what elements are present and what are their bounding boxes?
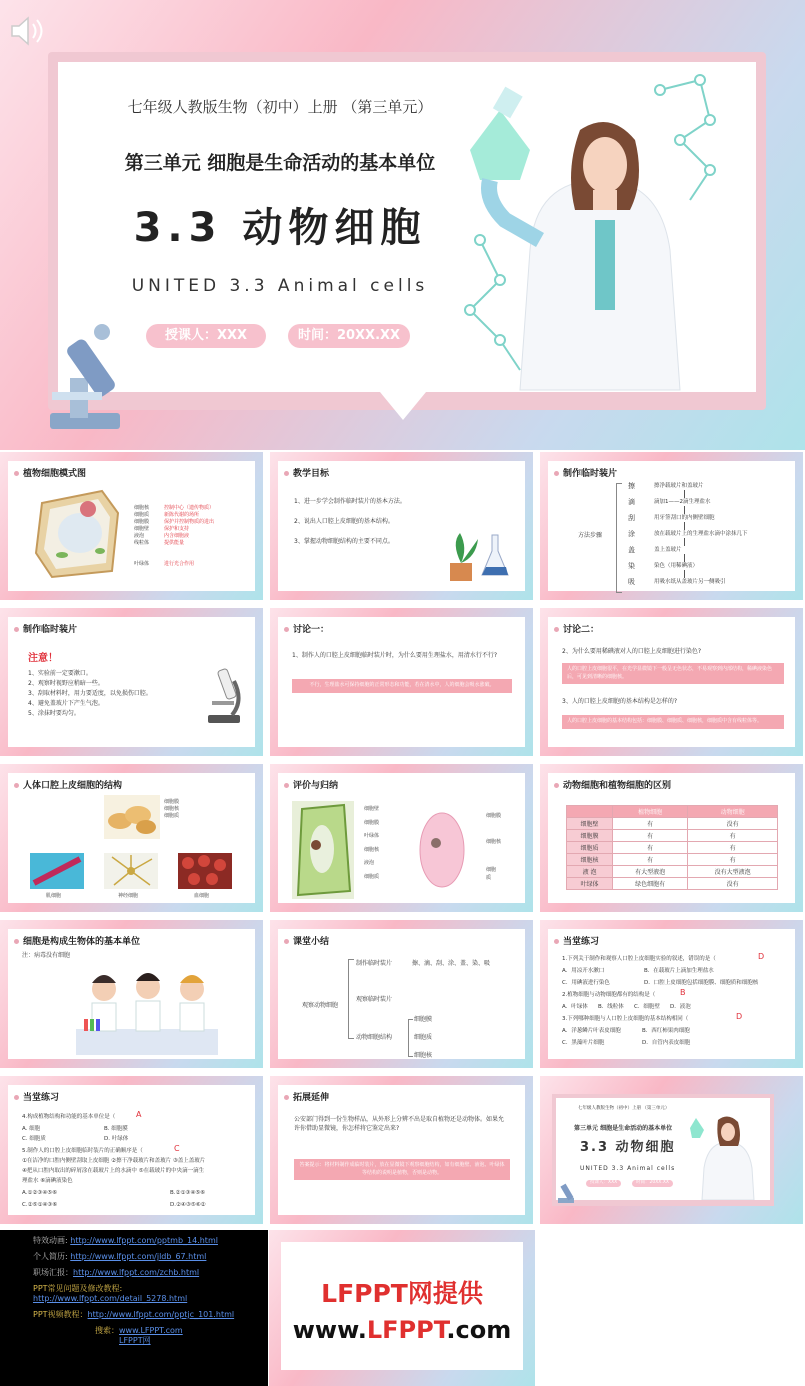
cell-part-note: 新陈代谢的场所 — [164, 512, 200, 518]
slide-title: 细胞是构成生物体的基本单位 — [14, 934, 140, 947]
table-cell: 有 — [613, 854, 688, 866]
objective-item: 1、进一步学会制作临时装片的基本方法。 — [294, 498, 406, 505]
exercise-line: A．叶绿体 — [562, 1004, 588, 1010]
cell-part-label: 细胞壁 — [134, 526, 150, 532]
answer-box: 人的口腔上皮细胞的基本结构包括：细胞膜、细胞质、细胞核，细胞质中含有线粒体等。 — [562, 715, 784, 729]
table-cell: 没有 — [688, 818, 778, 830]
slide-title: 制作临时装片 — [14, 622, 77, 635]
exercise-line: D．液泡 — [670, 1004, 691, 1010]
table-cell: 细胞膜 — [567, 830, 613, 842]
bracket — [616, 483, 622, 593]
slide-objectives[interactable] — [270, 452, 533, 600]
cell-part-note: 保护和支持 — [164, 526, 190, 532]
step-desc: 擦净载玻片和盖玻片 — [654, 483, 704, 489]
lab-plant-illustration — [446, 523, 516, 583]
site-name-link[interactable]: LFPPT网 — [119, 1336, 151, 1345]
link-label: PPT常见问题及修改教程: — [33, 1284, 123, 1293]
table-cell: 动物细胞 — [688, 806, 778, 818]
table-row — [567, 854, 778, 866]
answer-mark: D — [758, 952, 765, 961]
plant-cell-notes — [164, 505, 214, 568]
banner-headline: LFPPT网提供 — [321, 1279, 483, 1308]
step-verb: 滴 — [628, 498, 635, 506]
method-label: 方法步骤 — [578, 532, 603, 539]
bracket — [408, 1019, 413, 1057]
exercise-line: A.①②③④⑤⑥ — [22, 1190, 57, 1196]
exercise-line: 理盐水 ⑥滴碘液染色 — [22, 1178, 73, 1184]
step-verb: 涂 — [628, 530, 635, 538]
cell-part-label: 线粒体 — [134, 540, 150, 546]
search-label: 搜索： — [95, 1326, 119, 1335]
question: 3、人的口腔上皮细胞的基本结构是怎样的? — [562, 698, 678, 705]
link-url[interactable]: http://www.lfppt.com/pptjc_101.html — [87, 1310, 235, 1319]
slide-steps[interactable] — [540, 452, 803, 600]
plant-cell-diagram — [32, 483, 122, 579]
question: 1、制作人的口腔上皮细胞临时装片时，为什么要用生理盐水，用清水行不行? — [292, 652, 498, 659]
exercise-line: D.②④③⑤⑥② — [170, 1202, 206, 1208]
links-panel — [0, 1230, 268, 1386]
slide-discussion-2[interactable] — [540, 608, 803, 756]
animal-label: 细胞核 — [486, 839, 502, 845]
answer-box: 不行，生理盐水可保持细胞的正常形态和功能，若在清水中，人的细胞会吸水涨破。 — [292, 679, 512, 693]
exercise-line: A．用凉开水漱口 — [562, 968, 605, 974]
note-item: 4、避免盖玻片下产生气泡。 — [28, 700, 104, 707]
mini-microscope-illustration — [556, 1180, 578, 1204]
note-item: 5、涂抹时要均匀。 — [28, 710, 80, 717]
step-arrow-icon — [684, 506, 685, 514]
mini-subtitle: 七年级人教版生物（初中）上册 （第三单元） — [578, 1106, 670, 1111]
slide-title: 讨论一： — [284, 622, 329, 635]
exercise-line: B. 细胞膜 — [104, 1126, 128, 1132]
attention-label: 注意！ — [28, 653, 58, 664]
exercise-line: D．自管内表皮细胞 — [642, 1040, 691, 1046]
step-desc: 用牙签刮口的内侧壁细胞 — [654, 515, 715, 521]
step-arrow-icon — [684, 570, 685, 578]
exercise-line: C．黑藻叶片细胞 — [562, 1040, 605, 1046]
step-arrow-icon — [684, 522, 685, 530]
table-cell: 有 — [688, 830, 778, 842]
step-desc: 盖上盖玻片 — [654, 547, 682, 553]
banner-url: www.LFPPT.com — [292, 1316, 512, 1344]
mini-time: 时间：20XX.XX — [632, 1180, 673, 1187]
table-row — [567, 878, 778, 890]
slide-oral-cell[interactable] — [0, 764, 263, 912]
slide-exercise-2[interactable] — [0, 1076, 263, 1224]
image-caption: 神经细胞 — [118, 893, 139, 899]
step-arrow-icon — [684, 554, 685, 562]
exercise-line: C．细胞壁 — [634, 1004, 660, 1010]
cell-part-label: 叶绿体 — [134, 561, 150, 567]
cell-part-note: 内含细胞液 — [164, 533, 190, 539]
step-arrow-icon — [684, 490, 685, 498]
mindmap-leaf: 擦、滴、刮、涂、盖、染、吸 — [412, 960, 491, 967]
slide-notes[interactable] — [0, 608, 263, 756]
animal-cell-image — [418, 811, 466, 889]
plant-labels: 细胞壁 细胞膜 叶绿体 细胞核 液泡 细胞质 — [364, 806, 380, 880]
mindmap-branch: 动物细胞结构 — [356, 1034, 393, 1041]
comparison-table — [566, 805, 778, 890]
step-arrow-icon — [684, 538, 685, 546]
cell-part-note: 保护并控制物质的进出 — [164, 519, 215, 525]
animal-label: 细胞质 — [486, 867, 497, 881]
table-cell: 有 — [613, 842, 688, 854]
table-row — [567, 842, 778, 854]
slide-basic-unit[interactable] — [0, 920, 263, 1068]
slide-discussion-1[interactable] — [270, 608, 533, 756]
exercise-line: D. 叶绿体 — [104, 1136, 129, 1142]
table-row — [567, 806, 778, 818]
answer-mark: A — [136, 1110, 142, 1119]
mini-scientist-illustration — [688, 1108, 768, 1200]
animal-label: 细胞膜 — [486, 813, 502, 819]
slide-title: 当堂练习 — [14, 1090, 59, 1103]
cell-part-note — [164, 547, 214, 554]
exercise-line: C．用碘液进行染色 — [562, 980, 610, 986]
exercise-line: C. 细胞质 — [22, 1136, 46, 1142]
slide-extension[interactable] — [270, 1076, 533, 1224]
answer-box: 答案提示：将材料制作成临时装片，放在显微镜下观察细胞结构，如有细胞壁、液泡、叶绿体等结构的说明是植物，否则是动物。 — [294, 1159, 510, 1180]
cell-part-note: 提供能量 — [164, 540, 185, 546]
answer-mark: D — [736, 1012, 743, 1021]
students-lab-illustration — [72, 959, 222, 1059]
exercise-line: 3.下列哪种细胞与人口腔上皮细胞的基本结构相同（ — [562, 1016, 689, 1022]
step-desc: 用吸水纸从盖玻片另一侧吸引 — [654, 579, 726, 585]
table-row — [567, 866, 778, 878]
slide-title: 教学目标 — [284, 466, 329, 479]
table-cell: 有 — [688, 854, 778, 866]
plant-cell-labels — [134, 505, 149, 568]
table-cell: 有大型液泡 — [613, 866, 688, 878]
step-verb: 刮 — [628, 514, 635, 522]
mini-english-title: UNITED 3.3 Animal cells — [580, 1165, 676, 1172]
exercise-line: 2.植物细胞与动物细胞都有的结构是（ — [562, 992, 656, 998]
exercise-line: 5.制作人的口腔上皮细胞临时装片的正确顺序是（ — [22, 1148, 143, 1154]
table-row — [567, 818, 778, 830]
bracket — [348, 959, 354, 1039]
exercise-line: ④把从口腔内取出的碎屑涂在载玻片上的水滴中 ⑤在载玻片的中央滴一滴生 — [22, 1168, 205, 1174]
step-verb: 染 — [628, 562, 635, 570]
teacher-pill: 授课人：XXX — [146, 324, 266, 348]
table-cell: 有 — [688, 842, 778, 854]
slide-title: 课堂小结 — [284, 934, 329, 947]
table-cell: 植物细胞 — [613, 806, 688, 818]
lesson-title-english: UNITED 3.3 Animal cells — [131, 276, 429, 296]
step-desc: 滴加1——2滴生理盐水 — [654, 499, 711, 505]
cell-part-note: 进行光合作用 — [164, 561, 195, 567]
microscope-icon — [204, 661, 246, 725]
note-item: 1、实验前一定要漱口。 — [28, 670, 92, 677]
cell-part-note: 控制中心（遗传物质） — [164, 505, 215, 511]
course-subtitle: 七年级人教版生物（初中）上册 （第三单元） — [127, 98, 433, 116]
exercise-line: B．在载玻片上滴加生理盐水 — [644, 968, 714, 974]
objective-item: 2、说出人口腔上皮细胞的基本结构。 — [294, 518, 394, 525]
plant-cell-image — [292, 801, 354, 899]
slide-summary-cells[interactable] — [270, 764, 533, 912]
exercise-line: A. 细胞 — [22, 1126, 41, 1132]
slide-lesson-summary[interactable] — [270, 920, 533, 1068]
step-verb: 盖 — [628, 546, 635, 554]
slide-title: 拓展延伸 — [284, 1090, 329, 1103]
mindmap-leaf: 细胞膜 — [414, 1016, 433, 1023]
note-item: 2、观察时视野应稍暗一些。 — [28, 680, 104, 687]
time-pill: 时间：20XX.XX — [288, 324, 410, 348]
image-caption: 肌细胞 — [46, 893, 62, 899]
answer-mark: B — [680, 988, 686, 997]
mindmap-leaf: 细胞核 — [414, 1052, 433, 1059]
slide-title: 植物细胞模式图 — [14, 466, 86, 479]
cell-labels: 细胞膜 细胞核 细胞质 — [164, 799, 180, 819]
slide-plant-cell[interactable] — [0, 452, 263, 600]
table-cell: 有 — [613, 818, 688, 830]
slide-comparison[interactable] — [540, 764, 803, 912]
cell-part-label: 液泡 — [134, 533, 145, 539]
title-slide[interactable] — [0, 0, 805, 450]
table-cell: 细胞核 — [567, 854, 613, 866]
link-url[interactable]: http://www.lfppt.com/zchb.html — [73, 1268, 200, 1277]
lesson-title: 3.3 动物细胞 — [133, 205, 427, 251]
table-cell: 叶绿体 — [567, 878, 613, 890]
slide-exercise-1[interactable] — [540, 920, 803, 1068]
mindmap-branch: 观察临时装片 — [356, 996, 393, 1003]
exercise-line: B.②①③④⑤⑥ — [170, 1190, 206, 1196]
link-label: PPT视频教程： — [33, 1310, 88, 1319]
cell-part-label: 细胞质 — [134, 512, 150, 518]
slide-title-repeat[interactable] — [540, 1076, 803, 1224]
exercise-line: D．口腔上皮细胞包括细胞膜、细胞质和细胞核 — [644, 980, 759, 986]
table-cell: 有 — [613, 830, 688, 842]
blood-cell-image — [178, 853, 232, 889]
slide-title: 讨论二： — [554, 622, 599, 635]
table-cell — [567, 806, 613, 818]
virus-note: 注：病毒没有细胞 — [22, 952, 71, 959]
slide-title: 当堂练习 — [554, 934, 599, 947]
table-cell: 液 泡 — [567, 866, 613, 878]
table-row — [567, 830, 778, 842]
link-url[interactable]: http://www.lfppt.com/pptmb_14.html — [70, 1236, 218, 1245]
mindmap-root: 观察动物细胞 — [302, 1002, 339, 1009]
question: 公安部门得到一份生物样品，从外形上分辨不出是取自植物还是动物体。如果允许你借助显微镜，你怎样将它鉴定出来? — [294, 1116, 505, 1132]
slide-title: 评价与归纳 — [284, 778, 338, 791]
answer-box: 人的口腔上皮细胞很平，在光学显微镜下一般呈无色状态，不易观察到内部结构，稀碘液染色后，可见到清晰的细胞核。 — [562, 663, 784, 684]
mindmap-leaf: 细胞质 — [414, 1034, 433, 1041]
answer-mark: C — [174, 1144, 180, 1153]
slide-title: 制作临时装片 — [554, 466, 617, 479]
oral-cells-image — [104, 795, 160, 839]
table-cell: 细胞质 — [567, 842, 613, 854]
mini-unit-title: 第三单元 细胞是生命活动的基本单位 — [574, 1125, 673, 1132]
note-item: 3、刮取材料时，用力要适度，以免损伤口腔。 — [28, 690, 152, 697]
nerve-cell-image — [104, 853, 158, 889]
cell-part-label: 细胞核 — [134, 505, 150, 511]
step-desc: 染色（用稀碘液） — [654, 563, 699, 569]
exercise-line: ①在洁净的口腔内侧壁刮取上皮细胞 ②擦干净载玻片和盖玻片 ③盖上盖玻片 — [22, 1158, 206, 1164]
muscle-cell-image — [30, 853, 84, 889]
exercise-line: C.②⑤①④③⑥ — [22, 1202, 58, 1208]
question: 2、为什么要用稀碘液对人的口腔上皮细胞进行染色? — [562, 648, 702, 655]
step-verb: 吸 — [628, 578, 635, 586]
exercise-line: B．线粒体 — [598, 1004, 624, 1010]
search-link[interactable]: www.LFPPT.com — [119, 1326, 183, 1335]
exercise-line: 1.下列关于制作和观察人口腔上皮细胞实验的叙述，错误的是（ — [562, 956, 716, 962]
exercise-line: B．西红柿果肉细胞 — [642, 1028, 690, 1034]
link-label: 职场汇报： — [33, 1268, 73, 1277]
scientist-illustration — [460, 70, 760, 400]
objective-item: 3、掌握动物细胞结构的主要不同点。 — [294, 538, 394, 545]
link-label: 个人简历: — [33, 1252, 71, 1261]
speaker-icon[interactable] — [8, 14, 44, 48]
table-cell: 细胞壁 — [567, 818, 613, 830]
table-cell: 绿色细胞有 — [613, 878, 688, 890]
slide-title: 动物细胞和植物细胞的区别 — [554, 778, 671, 791]
link-url[interactable]: http://www.lfppt.com/jldb_67.html — [70, 1252, 207, 1261]
step-desc: 放在载玻片上的生理盐水滴中涂抹几下 — [654, 531, 748, 537]
cell-part-label: 细胞膜 — [134, 519, 150, 525]
slide-title: 人体口腔上皮细胞的结构 — [14, 778, 122, 791]
table-cell: 没有大型液泡 — [688, 866, 778, 878]
link-url[interactable]: http://www.lfppt.com/detail_5278.html — [33, 1294, 188, 1303]
image-caption: 血细胞 — [194, 893, 210, 899]
link-label: 特效动画: — [33, 1236, 71, 1245]
exercise-line: 4.构成植物结构和功能的基本单位是（ — [22, 1114, 116, 1120]
table-cell: 没有 — [688, 878, 778, 890]
exercise-line: A．洋葱鳞片叶表皮细胞 — [562, 1028, 621, 1034]
mindmap-branch: 制作临时装片 — [356, 960, 393, 967]
mini-lesson-title: 3.3 动物细胞 — [580, 1140, 676, 1155]
mini-teacher: 授课人：XXX — [586, 1180, 621, 1187]
step-verb: 擦 — [628, 482, 635, 490]
unit-title: 第三单元 细胞是生命活动的基本单位 — [124, 152, 436, 174]
lfppt-banner — [269, 1230, 535, 1386]
microscope-illustration — [40, 318, 150, 438]
